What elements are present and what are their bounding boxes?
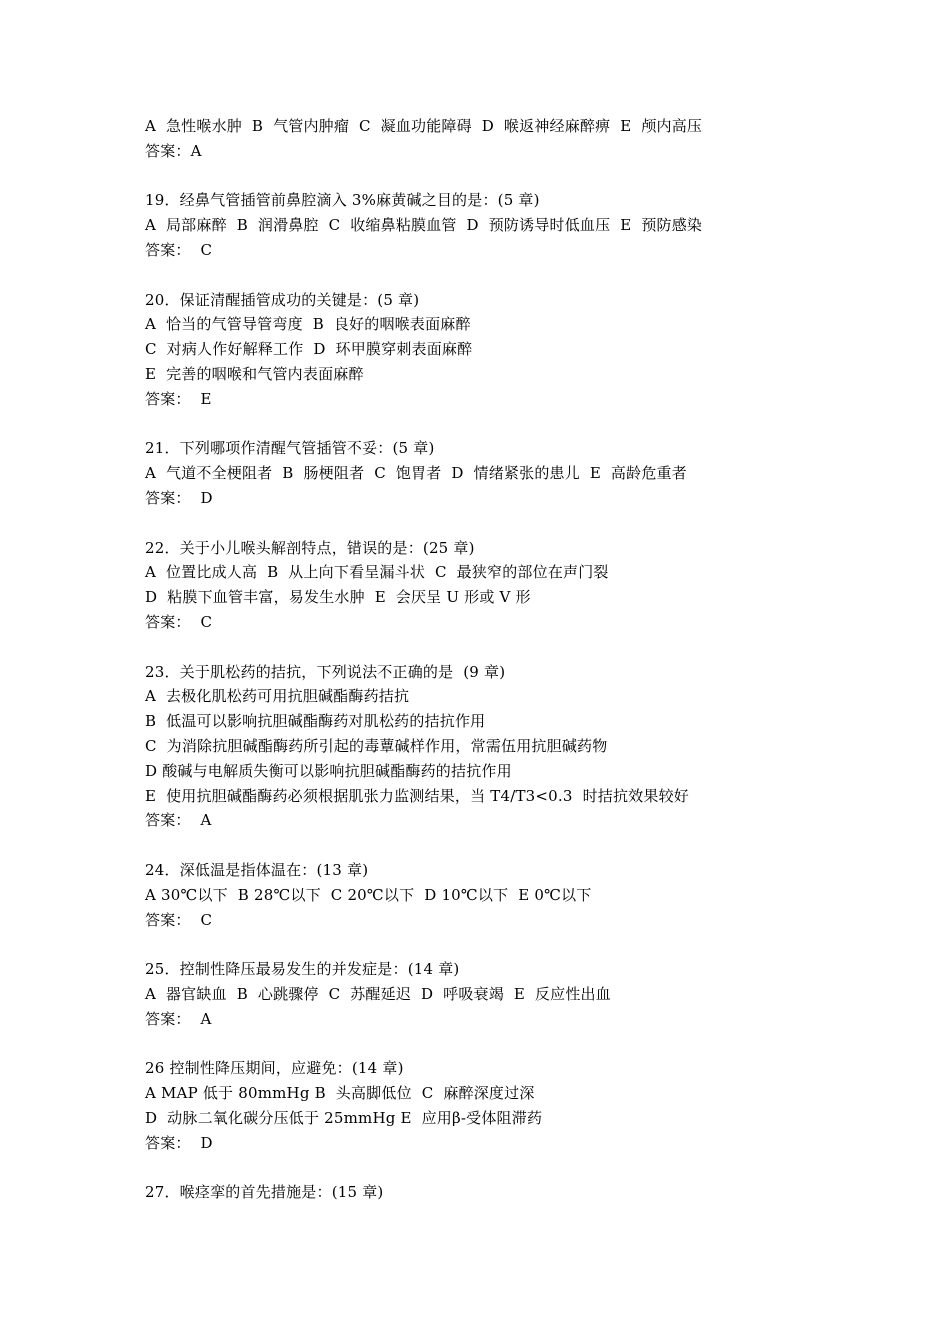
question-text: 22．关于小儿喉头解剖特点，错误的是：(25 章) [145, 538, 475, 557]
answer-line: 答案： A [145, 811, 212, 830]
question-block-25 [145, 957, 845, 1031]
answer-line: 答案： D [145, 488, 213, 507]
question-text: 19．经鼻气管插管前鼻腔滴入 3%麻黄碱之目的是：(5 章) [145, 191, 540, 210]
question-text: 27．喉痉挛的首先措施是：(15 章) [145, 1183, 384, 1202]
options-line: B 低温可以影响抗胆碱酯酶药对肌松药的拮抗作用 [145, 712, 486, 731]
options-line: D 动脉二氧化碳分压低于 25mmHg E 应用β-受体阻滞药 [145, 1108, 543, 1127]
question-text: 25．控制性降压最易发生的并发症是：(14 章) [145, 960, 460, 979]
answer-line: 答案： C [145, 240, 213, 259]
options-line: A 30℃以下 B 28℃以下 C 20℃以下 D 10℃以下 E 0℃以下 [145, 885, 592, 904]
options-line: A 器官缺血 B 心跳骤停 C 苏醒延迟 D 呼吸衰竭 E 反应性出血 [145, 984, 611, 1003]
question-text: 20．保证清醒插管成功的关键是：(5 章) [145, 290, 420, 309]
document-body [145, 114, 845, 1230]
options-line: D 酸碱与电解质失衡可以影响抗胆碱酯酶药的拮抗作用 [145, 761, 512, 780]
answer-line: 答案： C [145, 612, 213, 631]
question-block-24 [145, 858, 845, 932]
options-line: A MAP 低于 80mmHg B 头高脚低位 C 麻醉深度过深 [145, 1084, 535, 1103]
question-block-23 [145, 660, 845, 834]
options-line: E 完善的咽喉和气管内表面麻醉 [145, 364, 364, 383]
options-line: A 位置比成人高 B 从上向下看呈漏斗状 C 最狭窄的部位在声门裂 [145, 563, 609, 582]
question-block-19 [145, 188, 845, 262]
answer-line: 答案： A [145, 1009, 212, 1028]
options-line: C 对病人作好解释工作 D 环甲膜穿刺表面麻醉 [145, 340, 473, 359]
answer-line: 答案： E [145, 389, 212, 408]
question-text: 21．下列哪项作清醒气管插管不妥：(5 章) [145, 439, 435, 458]
answer-line: 答案：A [145, 141, 202, 160]
question-block-21 [145, 436, 845, 510]
options-line: D 粘膜下血管丰富，易发生水肿 E 会厌呈 U 形或 V 形 [145, 588, 531, 607]
answer-line: 答案： D [145, 1133, 213, 1152]
options-line: A 气道不全梗阻者 B 肠梗阻者 C 饱胃者 D 情绪紧张的患儿 E 高龄危重者 [145, 464, 687, 483]
options-line: C 为消除抗胆碱酯酶药所引起的毒蕈碱样作用，常需伍用抗胆碱药物 [145, 736, 608, 755]
options-line: A 急性喉水肿 B 气管内肿瘤 C 凝血功能障碍 D 喉返神经麻醉痹 E 颅内高压 [145, 117, 703, 135]
question-text: 24．深低温是指体温在：(13 章) [145, 860, 369, 879]
options-line: A 局部麻醉 B 润滑鼻腔 C 收缩鼻粘膜血管 D 预防诱导时低血压 E 预防感染 [145, 216, 703, 235]
options-line: E 使用抗胆碱酯酶药必须根据肌张力监测结果，当 T4/T3<0.3 时拮抗效果较好 [145, 786, 689, 805]
question-block-18-tail [145, 114, 845, 164]
options-line: A 恰当的气管导管弯度 B 良好的咽喉表面麻醉 [145, 315, 471, 334]
question-text: 23．关于肌松药的拮抗，下列说法不正确的是 (9 章) [145, 662, 506, 681]
question-text: 26 控制性降压期间，应避免：(14 章) [145, 1059, 404, 1078]
question-block-27 [145, 1180, 845, 1205]
question-block-20 [145, 288, 845, 412]
answer-line: 答案： C [145, 910, 213, 929]
question-block-26 [145, 1056, 845, 1155]
question-block-22 [145, 536, 845, 635]
options-line: A 去极化肌松药可用抗胆碱酯酶药拮抗 [145, 687, 410, 706]
